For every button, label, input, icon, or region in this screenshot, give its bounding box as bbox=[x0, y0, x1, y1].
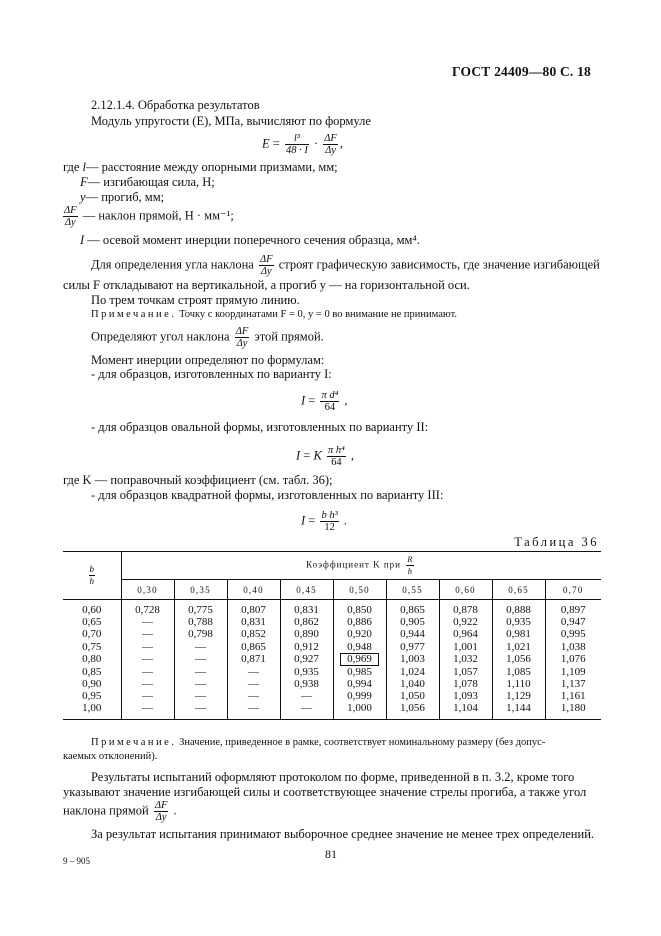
column-header: 0,70 bbox=[545, 580, 601, 600]
table-cell: 0,850 bbox=[333, 604, 386, 616]
table-cell: 0,798 bbox=[174, 628, 227, 640]
table-cell: 1,129 bbox=[492, 690, 545, 702]
page-number: 81 bbox=[325, 847, 337, 861]
table-cell: 0,999 bbox=[333, 690, 386, 702]
table-cell: — bbox=[227, 690, 280, 702]
row-bh-value: 0,75 bbox=[82, 640, 102, 653]
table-cell: — bbox=[174, 653, 227, 666]
table-cell: 0,890 bbox=[280, 628, 333, 640]
column-header: 0,60 bbox=[439, 580, 492, 600]
table-cell: 0,920 bbox=[333, 628, 386, 640]
table-cell: 1,000 bbox=[333, 702, 386, 714]
note-2-line2: каемых отклонений). bbox=[63, 751, 158, 762]
def-f: F— изгибающая сила, Н; bbox=[80, 175, 215, 189]
table-cell: 0,865 bbox=[386, 604, 439, 616]
column-header: 0,50 bbox=[333, 580, 386, 600]
table-cell: 0,927 bbox=[280, 653, 333, 666]
table-row bbox=[63, 628, 601, 640]
table-row bbox=[63, 666, 601, 678]
table-cell: — bbox=[121, 641, 174, 653]
table-cell: 0,935 bbox=[492, 616, 545, 628]
table-cell: 0,994 bbox=[333, 678, 386, 690]
table-cell: — bbox=[280, 702, 333, 714]
formula-i2: I = K $\frac{\text{π h⁴}}{64}$ , bbox=[296, 445, 354, 468]
page-header: ГОСТ 24409—80 С. 18 bbox=[452, 64, 591, 79]
table-cell: 1,161 bbox=[545, 690, 601, 702]
table-cell: — bbox=[121, 628, 174, 640]
table-cell: 1,110 bbox=[492, 678, 545, 690]
variant-3-text: - для образцов квадратной формы, изготовленных по варианту III: bbox=[91, 488, 444, 502]
table-row bbox=[63, 653, 601, 666]
table-cell: 0,886 bbox=[333, 616, 386, 628]
footer-print-code: 9 – 905 bbox=[63, 856, 90, 866]
table-row bbox=[63, 678, 601, 690]
table-cell: 0,995 bbox=[545, 628, 601, 640]
table-cell: — bbox=[227, 702, 280, 714]
table-cell: — bbox=[280, 690, 333, 702]
table-cell: 0,912 bbox=[280, 641, 333, 653]
coefficient-table bbox=[63, 551, 601, 720]
table-cell: — bbox=[174, 666, 227, 678]
table-cell: 0,985 bbox=[333, 666, 386, 678]
table-cell: 0,944 bbox=[386, 628, 439, 640]
table-row bbox=[63, 604, 601, 616]
table-cell: 1,032 bbox=[439, 653, 492, 666]
table-cell: 0,935 bbox=[280, 666, 333, 678]
table-cell: — bbox=[121, 666, 174, 678]
table-cell: 0,938 bbox=[280, 678, 333, 690]
formula-e-frac2: $\frac{\Delta F}{\Delta y}$ bbox=[324, 133, 337, 156]
row-bh-value: 0,95 bbox=[82, 690, 102, 703]
modulus-intro: Модуль упругости (E), МПа, вычисляют по формуле bbox=[91, 114, 371, 128]
table-cell: 1,093 bbox=[439, 690, 492, 702]
table-cell: 1,078 bbox=[439, 678, 492, 690]
note-1: Примечание. Точку с координатами F = 0, y = 0 во внимание не принимают. bbox=[91, 309, 458, 320]
def-y: y— прогиб, мм; bbox=[80, 190, 165, 204]
angle-paragraph-line2: силы F откладывают на вертикальной, а прогиб y — на горизонтальной оси. bbox=[63, 278, 470, 292]
table-cell: 0,922 bbox=[439, 616, 492, 628]
group-header: Коэффициент K при $\frac{R}{h}$ bbox=[121, 552, 601, 580]
table-cell: 1,021 bbox=[492, 641, 545, 653]
table-cell: 1,057 bbox=[439, 666, 492, 678]
table-cell: 0,981 bbox=[492, 628, 545, 640]
table-cell: 0,977 bbox=[386, 641, 439, 653]
table-cell: — bbox=[121, 616, 174, 628]
results-line3: наклона прямой $\frac{\Delta F}{\Delta y}$ . bbox=[63, 800, 177, 823]
table-cell: — bbox=[174, 678, 227, 690]
column-header: 0,40 bbox=[227, 580, 280, 600]
variant-2-text: - для образцов овальной формы, изготовленных по варианту II: bbox=[91, 420, 429, 434]
inertia-intro: Момент инерции определяют по формулам: bbox=[91, 353, 325, 367]
def-i: I — осевой момент инерции поперечного сечения образца, мм⁴. bbox=[80, 233, 420, 247]
table-cell: 1,024 bbox=[386, 666, 439, 678]
table-cell: 0,852 bbox=[227, 628, 280, 640]
column-header-row bbox=[63, 580, 601, 600]
table-cell: 0,871 bbox=[227, 653, 280, 666]
table-cell: — bbox=[227, 678, 280, 690]
table-cell: 1,109 bbox=[545, 666, 601, 678]
table-cell: 0,788 bbox=[174, 616, 227, 628]
table-cell: — bbox=[174, 690, 227, 702]
angle-paragraph-line1: Для определения угла наклона $\frac{\Delta F}{\Delta y}$ строят графическую зависимость, где значение изгибающей bbox=[91, 254, 600, 277]
table-cell: — bbox=[174, 702, 227, 714]
table-row bbox=[63, 702, 601, 714]
table-cell: 1,056 bbox=[492, 653, 545, 666]
table-cell: 0,888 bbox=[492, 604, 545, 616]
boxed-nominal-value: 0,969 bbox=[340, 653, 379, 666]
table-cell: 0,862 bbox=[280, 616, 333, 628]
angle-def: Определяют угол наклона $\frac{\Delta F}{\Delta y}$ этой прямой. bbox=[91, 326, 324, 349]
table-cell: 0,807 bbox=[227, 604, 280, 616]
table-cell: — bbox=[121, 690, 174, 702]
table-cell bbox=[333, 653, 386, 666]
formula-i1: I = $\frac{\text{π d⁴}}{64}$ , bbox=[301, 390, 348, 413]
table-row bbox=[63, 616, 601, 628]
table-cell: 1,144 bbox=[492, 702, 545, 714]
k-definition: где K — поправочный коэффициент (см. табл. 36); bbox=[63, 473, 333, 487]
table-row bbox=[63, 690, 601, 702]
variant-1-text: - для образцов, изготовленных по варианту I: bbox=[91, 367, 332, 381]
final-statement: За результат испытания принимают выборочное среднее значение не менее трех определений. bbox=[91, 827, 595, 841]
table-cell: 1,003 bbox=[386, 653, 439, 666]
table-cell: 1,137 bbox=[545, 678, 601, 690]
table-cell: 0,775 bbox=[174, 604, 227, 616]
table-cell: 0,728 bbox=[121, 604, 174, 616]
table-cell: 0,878 bbox=[439, 604, 492, 616]
column-header: 0,45 bbox=[280, 580, 333, 600]
col-bh-header: $\frac{b}{h}$ bbox=[63, 552, 121, 600]
row-bh-value: 0,70 bbox=[82, 628, 102, 641]
row-bh-value: 0,80 bbox=[82, 653, 102, 666]
results-line2: указывают значение изгибающей силы и соответствующее значение стрелы прогиба, а также угол bbox=[63, 785, 587, 799]
row-bh-value: 0,60 bbox=[82, 604, 102, 616]
column-header: 0,30 bbox=[121, 580, 174, 600]
row-bh-value: 0,65 bbox=[82, 616, 102, 629]
table-cell: 0,947 bbox=[545, 616, 601, 628]
table-cell: — bbox=[121, 653, 174, 666]
column-header: 0,65 bbox=[492, 580, 545, 600]
table-cell: — bbox=[174, 641, 227, 653]
table-cell: 1,050 bbox=[386, 690, 439, 702]
row-bh-value: 0,90 bbox=[82, 678, 102, 691]
table-cell: 0,865 bbox=[227, 641, 280, 653]
table-cell: 1,104 bbox=[439, 702, 492, 714]
section-heading: 2.12.1.4. Обработка результатов bbox=[91, 98, 260, 112]
column-header: 0,35 bbox=[174, 580, 227, 600]
table-cell: 0,831 bbox=[227, 616, 280, 628]
def-l: где l— расстояние между опорными призмами, мм; bbox=[63, 160, 338, 174]
row-bh-value: 1,00 bbox=[82, 702, 102, 715]
results-line1: Результаты испытаний оформляют протоколом по форме, приведенной в п. 3.2, кроме того bbox=[91, 770, 575, 784]
formula-i3: I = $\frac{\text{b h³}}{12}$ . bbox=[301, 510, 348, 533]
def-slope: $\frac{\Delta F}{\Delta y}$ — наклон прямой, Н · мм⁻¹; bbox=[64, 205, 234, 228]
table-cell: 1,040 bbox=[386, 678, 439, 690]
formula-e-frac1: $\frac{\text{l³}}{48 \cdot I}$ bbox=[285, 133, 308, 156]
table-cell: 1,085 bbox=[492, 666, 545, 678]
table-cell: 0,831 bbox=[280, 604, 333, 616]
table-cell: 0,905 bbox=[386, 616, 439, 628]
column-header: 0,55 bbox=[386, 580, 439, 600]
table-cell: 1,038 bbox=[545, 641, 601, 653]
table-cell: — bbox=[121, 678, 174, 690]
table-cell: 1,056 bbox=[386, 702, 439, 714]
table-cell: 1,076 bbox=[545, 653, 601, 666]
three-points-text: По трем точкам строят прямую линию. bbox=[91, 293, 300, 307]
table-cell: 1,180 bbox=[545, 702, 601, 714]
table-cell: 1,001 bbox=[439, 641, 492, 653]
table-row bbox=[63, 641, 601, 653]
table-cell: 0,964 bbox=[439, 628, 492, 640]
note-2-line1: Примечание. Значение, приведенное в рамке, соответствует номинальному размеру (без допус- bbox=[91, 737, 546, 748]
table-cell: 0,948 bbox=[333, 641, 386, 653]
formula-e: E = $\frac{\text{l³}}{48 \cdot I}$ · $\frac{\Delta F}{\Delta y}$ , bbox=[262, 133, 343, 156]
row-bh-value: 0,85 bbox=[82, 665, 102, 678]
table-cell: — bbox=[227, 666, 280, 678]
table-caption: Таблица 36 bbox=[514, 535, 599, 549]
table-cell: 0,897 bbox=[545, 604, 601, 616]
table-cell: — bbox=[121, 702, 174, 714]
